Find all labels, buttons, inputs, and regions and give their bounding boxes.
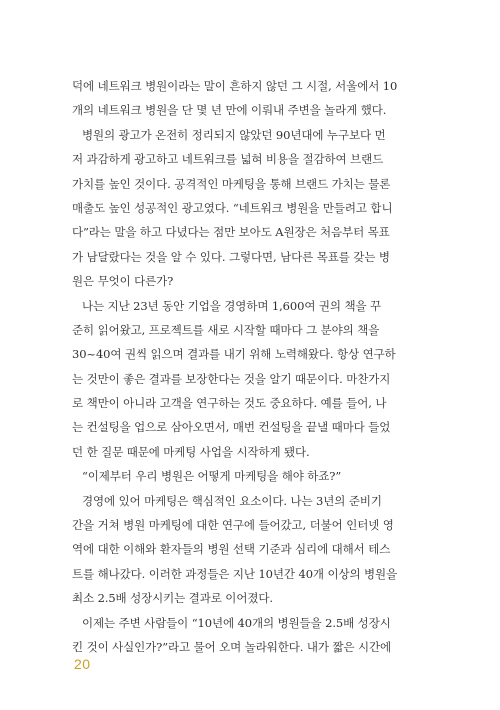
text-line: 경영에 있어 마케팅은 핵심적인 요소이다. 나는 3년의 준비기	[82, 493, 382, 508]
text-line: 이제는 주변 사람들이 “10년에 40개의 병원들을 2.5배 성장시	[82, 615, 391, 630]
text-line: 는 컨설팅을 업으로 삼아오면서, 매번 컨설팅을 끝낼 때마다 들었	[72, 420, 391, 435]
text-line: 다”라는 말을 하고 다녔다는 점만 보아도 A원장은 처음부터 목표	[72, 225, 390, 240]
text-line: 던 한 질문 때문에 마케팅 사업을 시작하게 됐다.	[72, 444, 310, 459]
text-line: 30~40여 권씩 읽으며 결과를 내기 위해 노력해왔다. 항상 연구하	[72, 347, 396, 362]
text-line: 킨 것이 사실인가?”라고 물어 오며 놀라워한다. 내가 짧은 시간에	[72, 639, 392, 654]
text-line: 간을 거쳐 병원 마케팅에 대한 연구에 들어갔고, 더불어 인터넷 영	[72, 518, 394, 533]
text-line: 개의 네트워크 병원을 단 몇 년 만에 이뤄내 주변을 놀라게 했다.	[72, 103, 387, 118]
text-line: 원은 무엇이 다른가?	[72, 274, 174, 289]
text-line: 준히 읽어왔고, 프로젝트를 새로 시작할 때마다 그 분야의 책을	[72, 322, 380, 337]
text-line: 나는 지난 23년 동안 기업을 경영하며 1,600여 권의 책을 꾸	[82, 298, 382, 313]
text-line: 로 책만이 아니라 고객을 연구하는 것도 중요하다. 예를 들어, 나	[72, 396, 387, 411]
text-line: 가 남달랐다는 것을 알 수 있다. 그렇다면, 남다른 목표를 갖는 병	[72, 249, 390, 264]
text-line: “이제부터 우리 병원은 어떻게 마케팅을 해야 하죠?”	[82, 469, 342, 484]
text-line: 최소 2.5배 성장시키는 결과로 이어졌다.	[72, 591, 273, 606]
page-number: 20	[74, 656, 91, 672]
text-line: 덕에 네트워크 병원이라는 말이 흔하지 않던 그 시절, 서울에서 10	[72, 79, 398, 93]
text-line: 저 과감하게 광고하고 네트워크를 넓혀 비용을 절감하여 브랜드	[72, 152, 384, 167]
text-line: 가치를 높인 것이다. 공격적인 마케팅을 통해 브랜드 가치는 물론	[72, 176, 391, 191]
text-line: 는 것만이 좋은 결과를 보장한다는 것을 알기 때문이다. 마찬가지	[72, 371, 391, 386]
body-text	[72, 74, 412, 659]
text-line: 병원의 광고가 온전히 정리되지 않았던 90년대에 누구보다 먼	[82, 127, 386, 142]
text-line: 매출도 높인 성공적인 광고였다. “네트워크 병원을 만들려고 합니	[72, 200, 393, 215]
text-line: 역에 대한 이해와 환자들의 병원 선택 기준과 심리에 대해서 테스	[72, 542, 391, 557]
text-line: 트를 해나갔다. 이러한 과정들은 지난 10년간 40개 이상의 병원을	[72, 566, 398, 581]
